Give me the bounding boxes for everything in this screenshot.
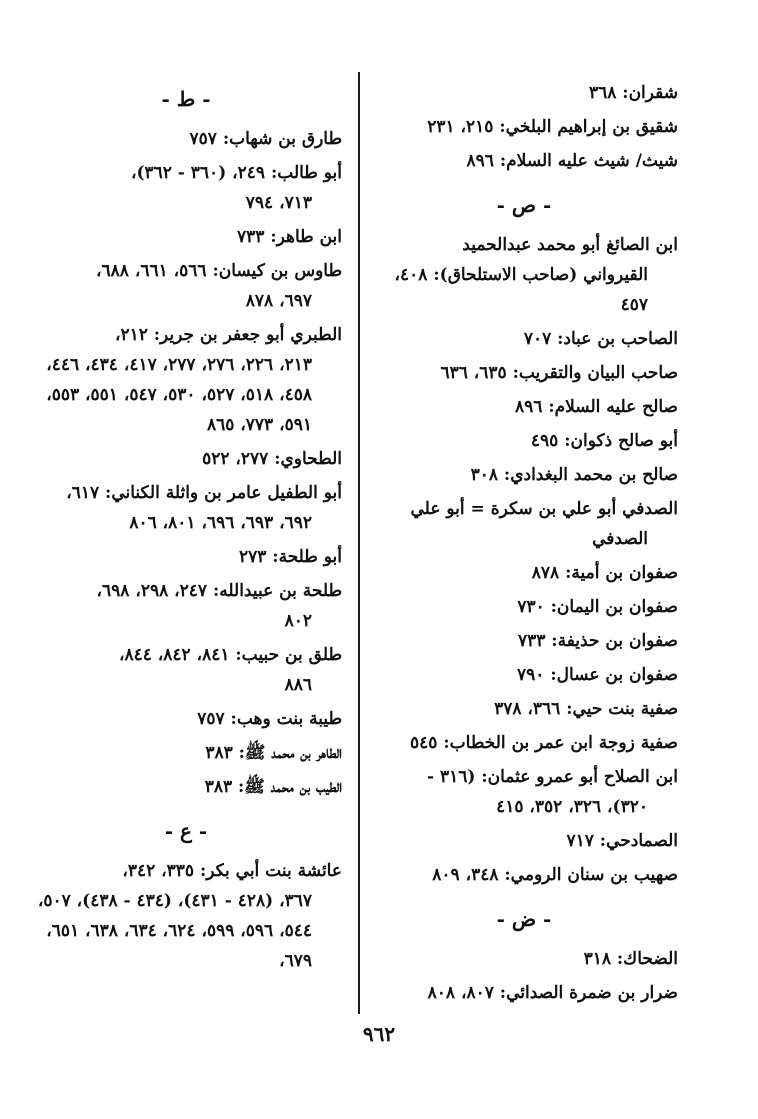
index-entry: صفوان بن حذيفة: ٧٣٣ [517,631,678,651]
letter-heading-ain: - ع - [164,819,208,843]
index-entry: ابن طاهر: ٧٣٣ [237,227,342,247]
index-entry: شقيق بن إبراهيم البلخي: ٢١٥، ٢٣١ [427,117,678,137]
index-entry: صفوان بن أمية: ٨٧٨ [531,563,678,583]
index-entry: صفوان بن اليمان: ٧٣٠ [517,597,678,617]
index-entry: ضرار بن ضمرة الصدائي: ٨٠٧، ٨٠٨ [427,983,678,1003]
index-entry: الصاحب بن عباد: ٧٠٧ [523,329,678,349]
index-entry: صفوان بن عسال: ٧٩٠ [517,665,678,685]
right-column [370,78,678,1012]
letter-heading-sad: - ص - [496,193,552,217]
index-entry: صفية زوجة ابن عمر بن الخطاب: ٥٤٥ [410,733,678,753]
letter-heading-dad: - ض - [496,907,552,931]
index-entry: أبو طلحة: ٢٧٣ [238,547,342,567]
column-divider [358,72,360,1014]
index-entry: طيبة بنت وهب: ٧٥٧ [197,709,342,729]
index-entry: أبو صالح ذكوان: ٤٩٥ [530,431,678,451]
index-entry: صالح عليه السلام: ٨٩٦ [515,397,678,417]
page-number: ٩٦٢ [362,1022,396,1046]
index-entry: صالح بن محمد البغدادي: ٣٠٨ [470,465,678,485]
index-entry: الصمادحي: ٧١٧ [566,831,678,851]
index-entry: الطحاوي: ٢٧٧، ٥٢٢ [202,449,342,469]
index-entry: شيث/ شيث عليه السلام: ٨٩٦ [466,151,678,171]
index-entry: طلحة بن عبيدالله: ٢٤٧، ٢٩٨، ٦٩٨، ٨٠٢ [96,581,342,631]
letter-heading-ta: - ط - [161,87,211,111]
index-entry: أبو الطفيل عامر بن واثلة الكناني: ٦١٧، ٦٩٢، ٦٩٣، ٦٩٦، ٨٠١، ٨٠٦ [66,483,342,533]
index-entry: صهيب بن سنان الرومي: ٣٤٨، ٨٠٩ [432,865,678,885]
index-entry: شقران: ٣٦٨ [588,83,678,103]
left-column [30,78,342,980]
index-entry: طاوس بن كيسان: ٥٦٦، ٦٦١، ٦٨٨، ٦٩٧، ٨٧٨ [96,261,342,311]
index-entry: الطاهر بن محمد ﷺ: ٣٨٣ [205,743,342,763]
index-entry: الطبري أبو جعفر بن جرير: ٢١٢، ٢١٣، ٢٢٦، ٢٧٦، ٢٧٧، ٤١٧، ٤٣٤، ٤٤٦، ٤٥٨، ٥١٨، ٥٢٧، ٥٣٠، ٥٤٧، ٥٥١، ٥٥٣، ٥٩١، ٧٧٣، ٨٦٥ [46,325,342,435]
index-entry: صفية بنت حيي: ٣٦٦، ٣٧٨ [494,699,678,719]
index-entry: الصدفي أبو علي بن سكرة = أبو علي الصدفي [410,499,678,549]
index-entry: ابن الصلاح أبو عمرو عثمان: (٣١٦ - ٣٢٠)، ٣٢٦، ٣٥٢، ٤١٥ [426,767,678,817]
index-entry: أبو طالب: ٢٤٩، (٣٦٠ - ٣٦٢)، ٧١٣، ٧٩٤ [130,163,342,213]
index-entry: الضحاك: ٣١٨ [583,949,678,969]
index-entry: الطيب بن محمد ﷺ: ٣٨٣ [204,777,342,797]
index-entry: صاحب البيان والتقريب: ٦٣٥، ٦٣٦ [440,363,678,383]
index-entry: طارق بن شهاب: ٧٥٧ [189,129,342,149]
index-entry: ابن الصائغ أبو محمد عبدالحميد القيرواني (صاحب الاستلحاق): ٤٠٨، ٤٥٧ [394,235,678,315]
index-entry: عائشة بنت أبي بكر: ٣٣٥، ٣٤٢، ٣٦٧، (٤٢٨ - ٤٣١)، (٤٣٤ - ٤٣٨)، ٥٠٧، ٥٤٤، ٥٩٦، ٥٩٩، ٦٢٤، ٦٣٤، ٦٣٨، ٦٥١، ٦٧٩، [37,861,342,971]
index-entry: طلق بن حبيب: ٨٤١، ٨٤٢، ٨٤٤، ٨٨٦ [118,645,342,695]
